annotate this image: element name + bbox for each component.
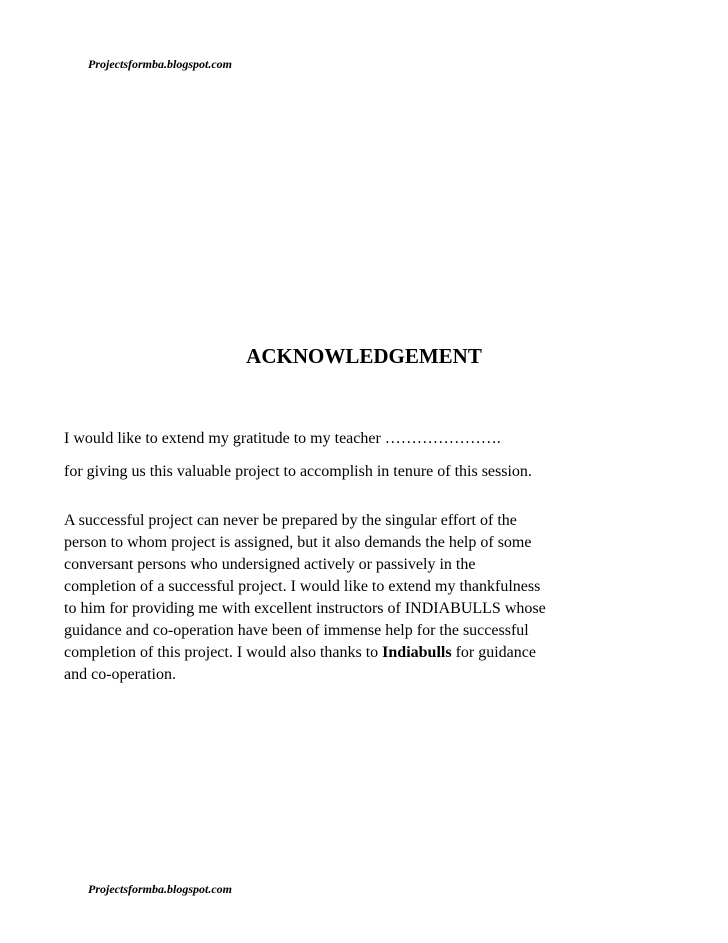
company-name-bold: Indiabulls — [382, 644, 452, 661]
body-line: to him for providing me with excellent instructors of INDIABULLS whose — [64, 600, 546, 617]
paragraph-gratitude: I would like to extend my gratitude to my teacher …………………. — [64, 430, 501, 447]
body-line — [64, 642, 546, 664]
body-text: for guidance — [451, 644, 536, 661]
body-line: A successful project can never be prepared by the singular effort of the — [64, 512, 517, 529]
body-line: guidance and co-operation have been of immense help for the successful — [64, 622, 529, 639]
body-line: conversant persons who undersigned actively or passively in the — [64, 556, 476, 573]
page-header-url: Projectsformba.blogspot.com — [88, 57, 232, 71]
body-line: completion of a successful project. I would like to extend my thankfulness — [64, 578, 541, 595]
page-title: ACKNOWLEDGEMENT — [246, 344, 482, 368]
body-text: completion of this project. I would also thanks to — [64, 644, 383, 661]
body-line: person to whom project is assigned, but it also demands the help of some — [64, 534, 532, 551]
body-line: and co-operation. — [64, 666, 176, 683]
paragraph-acknowledgement-body — [64, 510, 546, 686]
page-footer-url: Projectsformba.blogspot.com — [88, 882, 232, 896]
paragraph-project: for giving us this valuable project to accomplish in tenure of this session. — [64, 463, 532, 480]
